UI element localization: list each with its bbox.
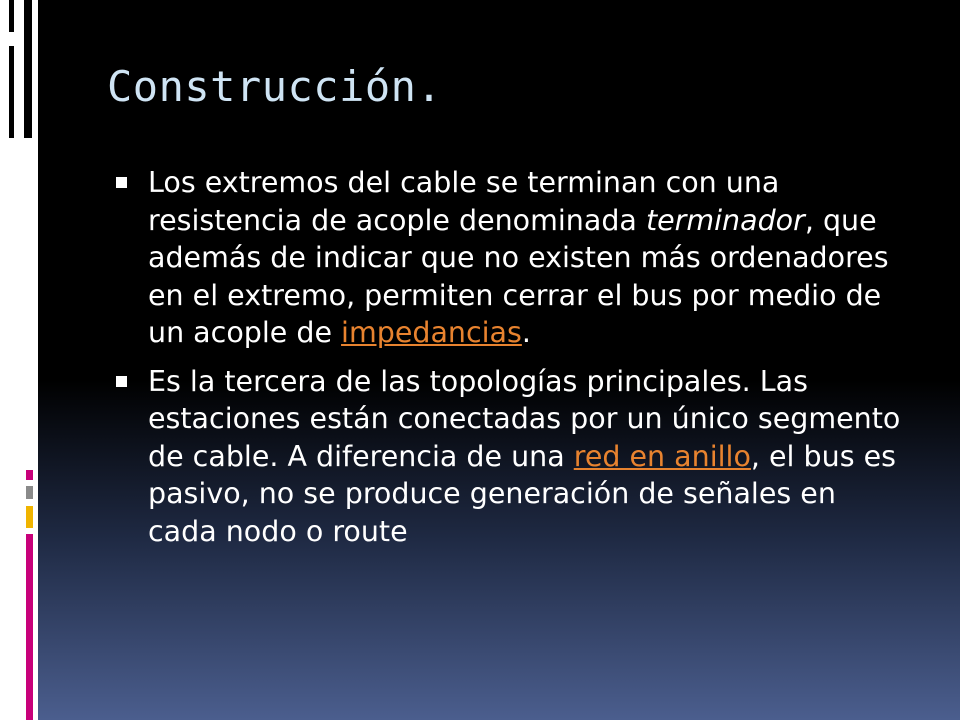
bullet-item	[110, 363, 910, 551]
red-en-anillo-link[interactable]: red en anillo	[573, 439, 751, 473]
decor-bar	[9, 46, 14, 138]
bullet-text: , el bus es pasivo, no se produce generación de señales en cada nodo o route	[148, 439, 896, 548]
decor-bar-magenta	[26, 470, 33, 480]
bullet-item	[110, 164, 910, 352]
slide-content	[110, 164, 910, 561]
square-bullet-icon	[116, 177, 127, 188]
bullet-text: .	[521, 316, 531, 349]
decor-bar-magenta	[26, 534, 33, 720]
decor-bar-yellow	[26, 506, 33, 528]
square-bullet-icon	[116, 376, 127, 387]
bullet-text-italic: terminador	[645, 203, 805, 237]
impedancias-link[interactable]: impedancias	[341, 316, 522, 349]
bullet-text: Los extremos del cable se terminan con una resistencia de acople denominada	[148, 166, 780, 237]
slide-title: Construcción.	[107, 62, 443, 111]
decor-bar	[9, 0, 14, 32]
bullet-text: Es la tercera de las topologías principales. Las estaciones están conectadas por un único segmento de cable. A diferencia de una	[148, 364, 901, 473]
decor-bar	[24, 0, 32, 138]
bullet-text: , que además de indicar que no existen más ordenadores en el extremo, permiten cerrar el bus por medio de un acople de	[148, 203, 889, 349]
decor-bar-gray	[26, 486, 33, 499]
